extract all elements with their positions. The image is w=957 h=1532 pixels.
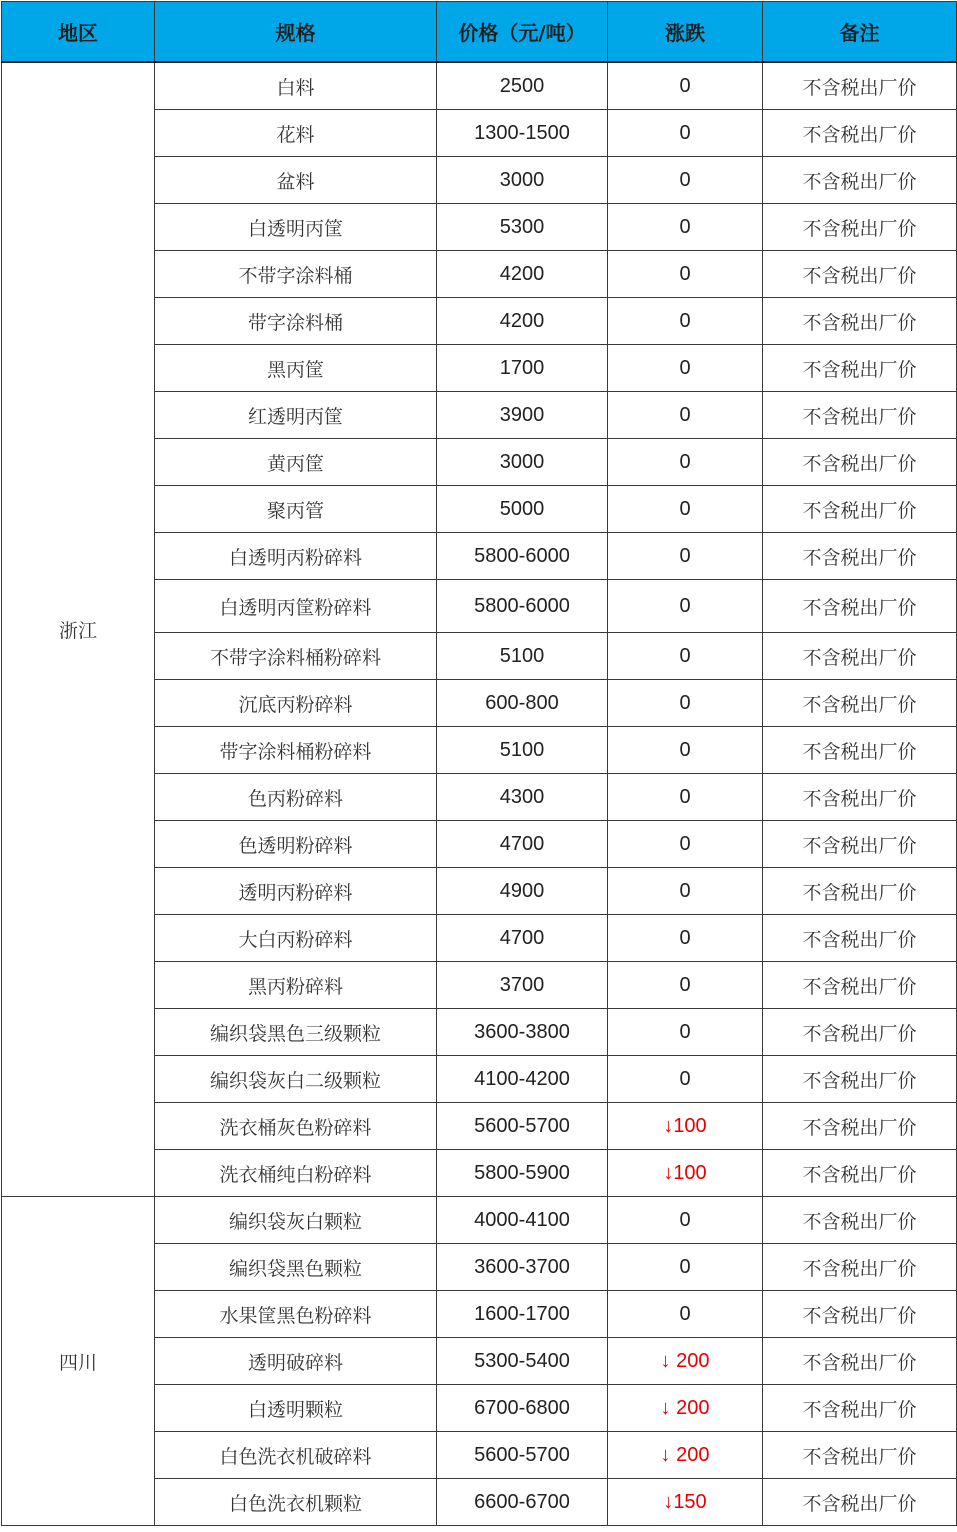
spec-cell: 透明丙粉碎料 xyxy=(155,868,437,915)
note-cell: 不含税出厂价 xyxy=(763,157,957,204)
spec-cell: 白透明颗粒 xyxy=(155,1385,437,1432)
price-cell: 6600-6700 xyxy=(437,1479,608,1526)
spec-cell: 聚丙管 xyxy=(155,486,437,533)
header-price: 价格（元/吨） xyxy=(437,2,608,63)
change-cell: 0 xyxy=(608,680,763,727)
spec-cell: 白色洗衣机颗粒 xyxy=(155,1479,437,1526)
note-cell: 不含税出厂价 xyxy=(763,1432,957,1479)
note-cell: 不含税出厂价 xyxy=(763,580,957,633)
change-cell: 0 xyxy=(608,1291,763,1338)
price-cell: 3000 xyxy=(437,439,608,486)
price-cell: 2500 xyxy=(437,62,608,110)
table-header xyxy=(2,2,957,63)
spec-cell: 编织袋灰白颗粒 xyxy=(155,1197,437,1244)
price-cell: 1600-1700 xyxy=(437,1291,608,1338)
table-row xyxy=(2,1197,957,1244)
spec-cell: 编织袋黑色三级颗粒 xyxy=(155,1009,437,1056)
note-cell: 不含税出厂价 xyxy=(763,821,957,868)
note-cell: 不含税出厂价 xyxy=(763,486,957,533)
change-cell: ↓150 xyxy=(608,1479,763,1526)
change-cell: 0 xyxy=(608,204,763,251)
price-cell: 5100 xyxy=(437,633,608,680)
note-cell: 不含税出厂价 xyxy=(763,110,957,157)
spec-cell: 带字涂料桶 xyxy=(155,298,437,345)
spec-cell: 盆料 xyxy=(155,157,437,204)
price-cell: 3700 xyxy=(437,962,608,1009)
note-cell: 不含税出厂价 xyxy=(763,533,957,580)
change-cell: 0 xyxy=(608,915,763,962)
price-cell: 5800-5900 xyxy=(437,1150,608,1197)
price-cell: 5800-6000 xyxy=(437,580,608,633)
note-cell: 不含税出厂价 xyxy=(763,1479,957,1526)
spec-cell: 洗衣桶灰色粉碎料 xyxy=(155,1103,437,1150)
change-cell: 0 xyxy=(608,62,763,110)
spec-cell: 色透明粉碎料 xyxy=(155,821,437,868)
change-cell: ↓100 xyxy=(608,1150,763,1197)
change-cell: 0 xyxy=(608,110,763,157)
change-cell: 0 xyxy=(608,298,763,345)
change-cell: 0 xyxy=(608,727,763,774)
price-cell: 3000 xyxy=(437,157,608,204)
change-cell: 0 xyxy=(608,439,763,486)
change-cell: 0 xyxy=(608,392,763,439)
note-cell: 不含税出厂价 xyxy=(763,962,957,1009)
change-cell: 0 xyxy=(608,251,763,298)
price-cell: 5100 xyxy=(437,727,608,774)
note-cell: 不含税出厂价 xyxy=(763,915,957,962)
header-note: 备注 xyxy=(763,2,957,63)
change-cell: 0 xyxy=(608,962,763,1009)
change-cell: 0 xyxy=(608,1009,763,1056)
change-cell: 0 xyxy=(608,1197,763,1244)
spec-cell: 黄丙筐 xyxy=(155,439,437,486)
price-cell: 5000 xyxy=(437,486,608,533)
table-body xyxy=(2,62,957,1526)
region-cell: 浙江 xyxy=(2,62,155,1197)
note-cell: 不含税出厂价 xyxy=(763,633,957,680)
price-cell: 4100-4200 xyxy=(437,1056,608,1103)
spec-cell: 黑丙筐 xyxy=(155,345,437,392)
change-cell: 0 xyxy=(608,486,763,533)
price-cell: 4900 xyxy=(437,868,608,915)
note-cell: 不含税出厂价 xyxy=(763,1197,957,1244)
price-table xyxy=(1,1,957,1526)
spec-cell: 白透明丙筐粉碎料 xyxy=(155,580,437,633)
note-cell: 不含税出厂价 xyxy=(763,1291,957,1338)
note-cell: 不含税出厂价 xyxy=(763,1009,957,1056)
spec-cell: 水果筐黑色粉碎料 xyxy=(155,1291,437,1338)
table-row xyxy=(2,62,957,110)
price-cell: 3600-3800 xyxy=(437,1009,608,1056)
note-cell: 不含税出厂价 xyxy=(763,345,957,392)
price-cell: 600-800 xyxy=(437,680,608,727)
change-cell: ↓100 xyxy=(608,1103,763,1150)
price-cell: 4300 xyxy=(437,774,608,821)
change-cell: 0 xyxy=(608,821,763,868)
change-cell: 0 xyxy=(608,1056,763,1103)
note-cell: 不含税出厂价 xyxy=(763,868,957,915)
spec-cell: 色丙粉碎料 xyxy=(155,774,437,821)
note-cell: 不含税出厂价 xyxy=(763,392,957,439)
spec-cell: 白透明丙筐 xyxy=(155,204,437,251)
change-cell: 0 xyxy=(608,774,763,821)
note-cell: 不含税出厂价 xyxy=(763,298,957,345)
spec-cell: 白色洗衣机破碎料 xyxy=(155,1432,437,1479)
spec-cell: 透明破碎料 xyxy=(155,1338,437,1385)
price-cell: 3600-3700 xyxy=(437,1244,608,1291)
change-cell: ↓ 200 xyxy=(608,1432,763,1479)
spec-cell: 不带字涂料桶粉碎料 xyxy=(155,633,437,680)
spec-cell: 编织袋灰白二级颗粒 xyxy=(155,1056,437,1103)
header-spec: 规格 xyxy=(155,2,437,63)
spec-cell: 白透明丙粉碎料 xyxy=(155,533,437,580)
note-cell: 不含税出厂价 xyxy=(763,680,957,727)
price-cell: 5300-5400 xyxy=(437,1338,608,1385)
price-cell: 4200 xyxy=(437,298,608,345)
header-row xyxy=(2,2,957,63)
note-cell: 不含税出厂价 xyxy=(763,1056,957,1103)
header-region: 地区 xyxy=(2,2,155,63)
price-cell: 5600-5700 xyxy=(437,1103,608,1150)
spec-cell: 编织袋黑色颗粒 xyxy=(155,1244,437,1291)
change-cell: ↓ 200 xyxy=(608,1338,763,1385)
change-cell: 0 xyxy=(608,868,763,915)
change-cell: 0 xyxy=(608,345,763,392)
spec-cell: 黑丙粉碎料 xyxy=(155,962,437,1009)
note-cell: 不含税出厂价 xyxy=(763,1103,957,1150)
note-cell: 不含税出厂价 xyxy=(763,62,957,110)
note-cell: 不含税出厂价 xyxy=(763,1244,957,1291)
change-cell: 0 xyxy=(608,157,763,204)
spec-cell: 沉底丙粉碎料 xyxy=(155,680,437,727)
change-cell: 0 xyxy=(608,1244,763,1291)
price-cell: 3900 xyxy=(437,392,608,439)
price-cell: 4200 xyxy=(437,251,608,298)
spec-cell: 带字涂料桶粉碎料 xyxy=(155,727,437,774)
spec-cell: 花料 xyxy=(155,110,437,157)
note-cell: 不含税出厂价 xyxy=(763,727,957,774)
price-cell: 4000-4100 xyxy=(437,1197,608,1244)
price-cell: 5800-6000 xyxy=(437,533,608,580)
note-cell: 不含税出厂价 xyxy=(763,774,957,821)
change-cell: 0 xyxy=(608,580,763,633)
change-cell: ↓ 200 xyxy=(608,1385,763,1432)
spec-cell: 不带字涂料桶 xyxy=(155,251,437,298)
note-cell: 不含税出厂价 xyxy=(763,1338,957,1385)
spec-cell: 大白丙粉碎料 xyxy=(155,915,437,962)
price-cell: 5600-5700 xyxy=(437,1432,608,1479)
region-cell: 四川 xyxy=(2,1197,155,1526)
price-cell: 1700 xyxy=(437,345,608,392)
spec-cell: 红透明丙筐 xyxy=(155,392,437,439)
header-change: 涨跌 xyxy=(608,2,763,63)
price-cell: 6700-6800 xyxy=(437,1385,608,1432)
change-cell: 0 xyxy=(608,633,763,680)
spec-cell: 洗衣桶纯白粉碎料 xyxy=(155,1150,437,1197)
note-cell: 不含税出厂价 xyxy=(763,204,957,251)
price-cell: 1300-1500 xyxy=(437,110,608,157)
note-cell: 不含税出厂价 xyxy=(763,1150,957,1197)
note-cell: 不含税出厂价 xyxy=(763,1385,957,1432)
price-cell: 4700 xyxy=(437,915,608,962)
price-cell: 4700 xyxy=(437,821,608,868)
note-cell: 不含税出厂价 xyxy=(763,251,957,298)
price-cell: 5300 xyxy=(437,204,608,251)
spec-cell: 白料 xyxy=(155,62,437,110)
change-cell: 0 xyxy=(608,533,763,580)
note-cell: 不含税出厂价 xyxy=(763,439,957,486)
